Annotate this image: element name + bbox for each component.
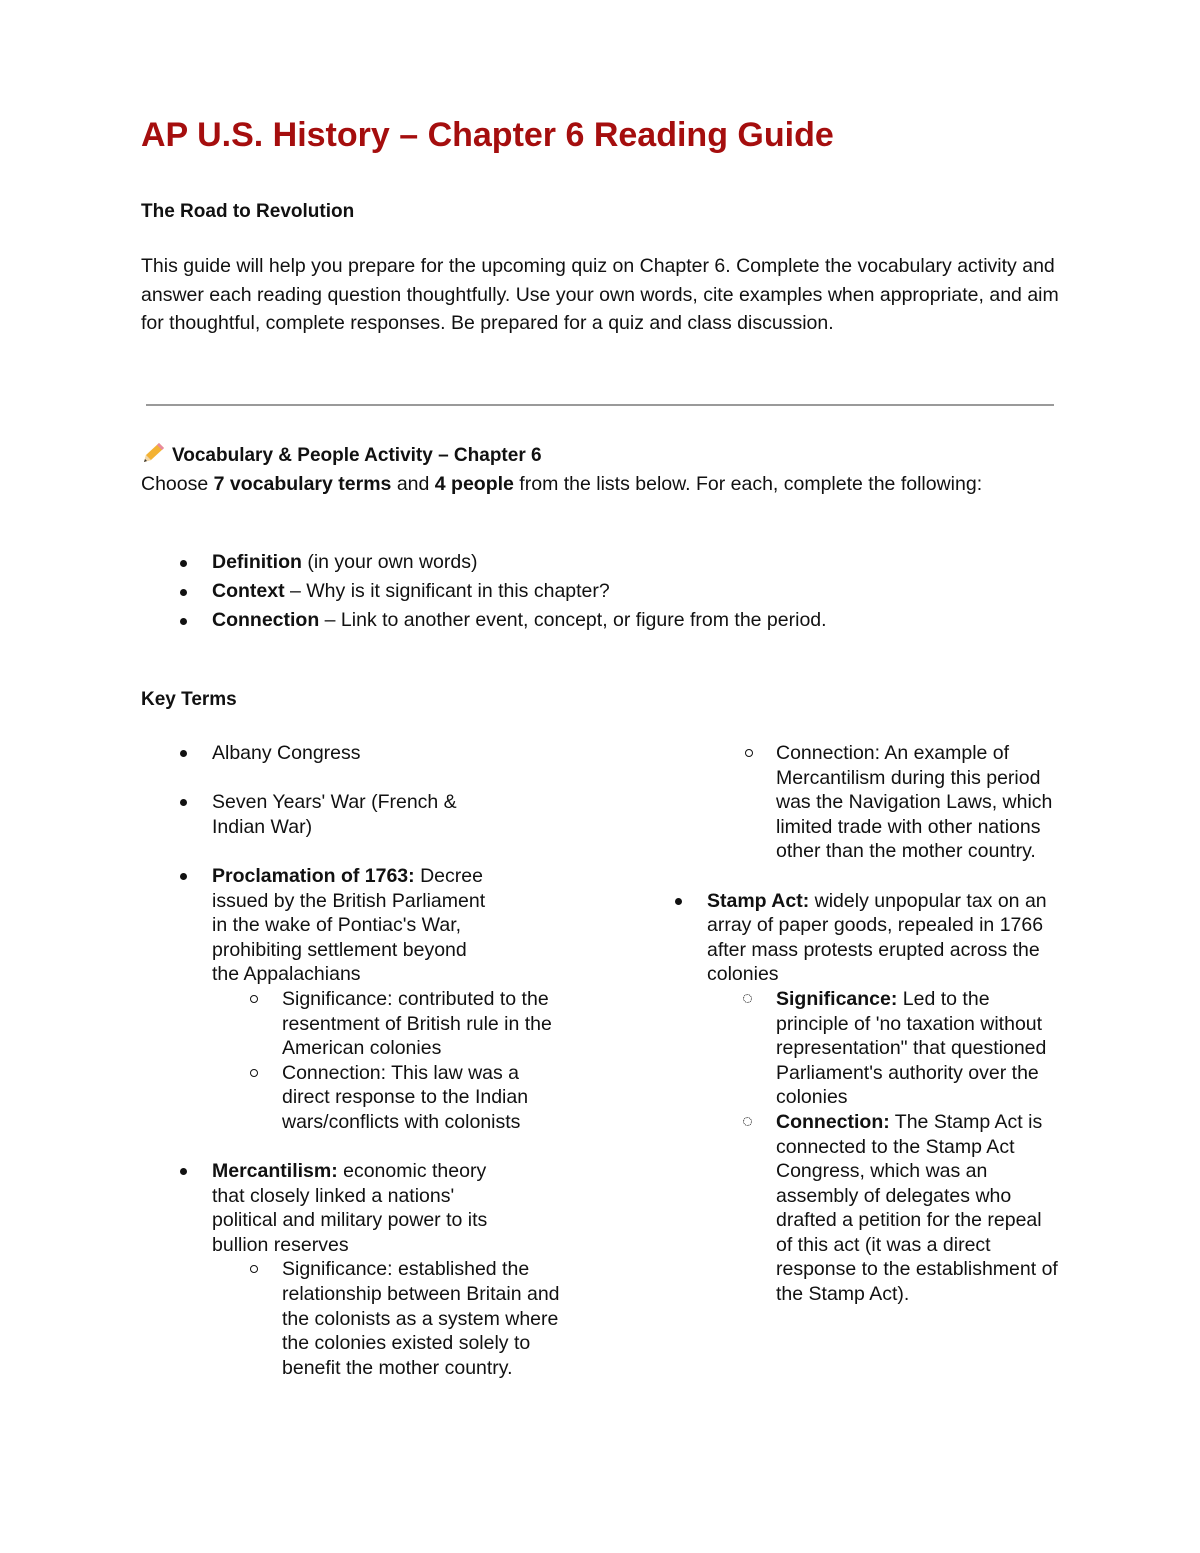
- criteria-text: – Link to another event, concept, or figure from the period.: [319, 609, 827, 631]
- mercantilism-significance: [141, 1257, 562, 1380]
- bullet-icon: [743, 1117, 752, 1126]
- term-label: Stamp Act:: [707, 889, 810, 912]
- term-text: Seven Years' War (French & Indian War): [212, 791, 457, 838]
- criteria-label: Definition: [212, 551, 302, 573]
- instr-text: and: [391, 473, 435, 495]
- criteria-item: [141, 606, 827, 635]
- term-albany-congress: [141, 741, 571, 766]
- bullet-icon: [180, 560, 187, 567]
- bullet-icon: [250, 995, 258, 1003]
- bullet-icon: [180, 1168, 187, 1175]
- term-seven-years-war: [141, 790, 487, 839]
- mercantilism-connection: [636, 741, 1056, 864]
- stamp-act-connection: [636, 1110, 1058, 1307]
- criteria-item: [141, 548, 827, 577]
- bullet-icon: [180, 873, 187, 880]
- bullet-icon: [180, 589, 187, 596]
- sub-text: The Stamp Act is connected to the Stamp Act Congress, which was an assembly of delegates who drafted a petition for the repeal of this act (it was a direct response to the establishment of the Stamp Act).: [776, 1110, 1058, 1306]
- term-label: Proclamation of 1763:: [212, 864, 415, 887]
- term-proclamation-1763: [141, 864, 487, 987]
- bullet-icon: [250, 1069, 258, 1077]
- sub-text: Significance: contributed to the resentment of British rule in the American colonies: [282, 987, 552, 1060]
- stamp-act-significance: [636, 987, 1058, 1110]
- bullet-icon: [743, 994, 752, 1003]
- instr-vocab-count: 7 vocabulary terms: [213, 473, 392, 495]
- key-terms-heading: Key Terms: [141, 689, 237, 710]
- criteria-list: [141, 548, 827, 635]
- vocab-heading: [141, 441, 542, 467]
- divider: [146, 404, 1054, 406]
- term-stamp-act: [636, 889, 1059, 987]
- sub-label: Significance:: [776, 987, 898, 1010]
- criteria-text: (in your own words): [301, 551, 478, 573]
- bullet-icon: [675, 898, 682, 905]
- criteria-text: – Why is it significant in this chapter?: [284, 580, 610, 602]
- sub-text: Significance: established the relationship between Britain and the colonists as a system where the colonies existed solely to benefit the mother country.: [282, 1258, 560, 1379]
- page-title: AP U.S. History – Chapter 6 Reading Guide: [141, 116, 834, 154]
- instructions: [141, 470, 1041, 499]
- proclamation-connection: [141, 1061, 562, 1135]
- sub-text: Connection: This law was a direct response to the Indian wars/conflicts with colonists: [282, 1061, 529, 1133]
- term-text: Albany Congress: [212, 742, 361, 764]
- criteria-item: [141, 577, 827, 606]
- term-definition: economic theory that closely linked a nations' political and military power to its bullion reserves: [212, 1160, 488, 1256]
- instr-text: from the lists below. For each, complete the following:: [513, 473, 983, 495]
- bullet-icon: [745, 749, 753, 757]
- sub-text: Connection: An example of Mercantilism during this period was the Navigation Laws, which limited trade with other nations other than the mother country.: [776, 742, 1053, 863]
- term-definition: widely unpopular tax on an array of paper goods, repealed in 1766 after mass protests erupted across the colonies: [707, 889, 1047, 986]
- bullet-icon: [180, 750, 187, 757]
- key-terms-left-column: [141, 741, 571, 1380]
- term-label: Mercantilism:: [212, 1160, 338, 1183]
- term-definition: Decree issued by the British Parliament in the wake of Pontiac's War, prohibiting settlement beyond the Appalachians: [212, 864, 486, 986]
- bullet-icon: [250, 1265, 258, 1273]
- pencil-icon: [141, 441, 167, 465]
- subtitle: The Road to Revolution: [141, 201, 355, 222]
- key-terms-right-column: [636, 741, 1066, 1307]
- intro-paragraph: This guide will help you prepare for the upcoming quiz on Chapter 6. Complete the vocabulary activity and answer each reading question thoughtfully. Use your own words, cite examples when appropriate, and aim for thoughtful, complete responses. Be prepared for a quiz and class discussion.: [141, 255, 1059, 334]
- bullet-icon: [180, 618, 187, 625]
- sub-text: Led to the principle of 'no taxation without representation" that questioned Parliament's authority over the colonies: [776, 987, 1047, 1109]
- vocab-heading-text: Vocabulary & People Activity – Chapter 6: [172, 445, 542, 466]
- instr-people-count: 4 people: [434, 473, 514, 495]
- proclamation-significance: [141, 987, 562, 1061]
- bullet-icon: [180, 799, 187, 806]
- instr-text: Choose: [141, 473, 214, 495]
- sub-label: Connection:: [776, 1110, 890, 1133]
- criteria-label: Context: [212, 580, 285, 602]
- criteria-label: Connection: [212, 609, 320, 631]
- term-mercantilism: [141, 1159, 502, 1257]
